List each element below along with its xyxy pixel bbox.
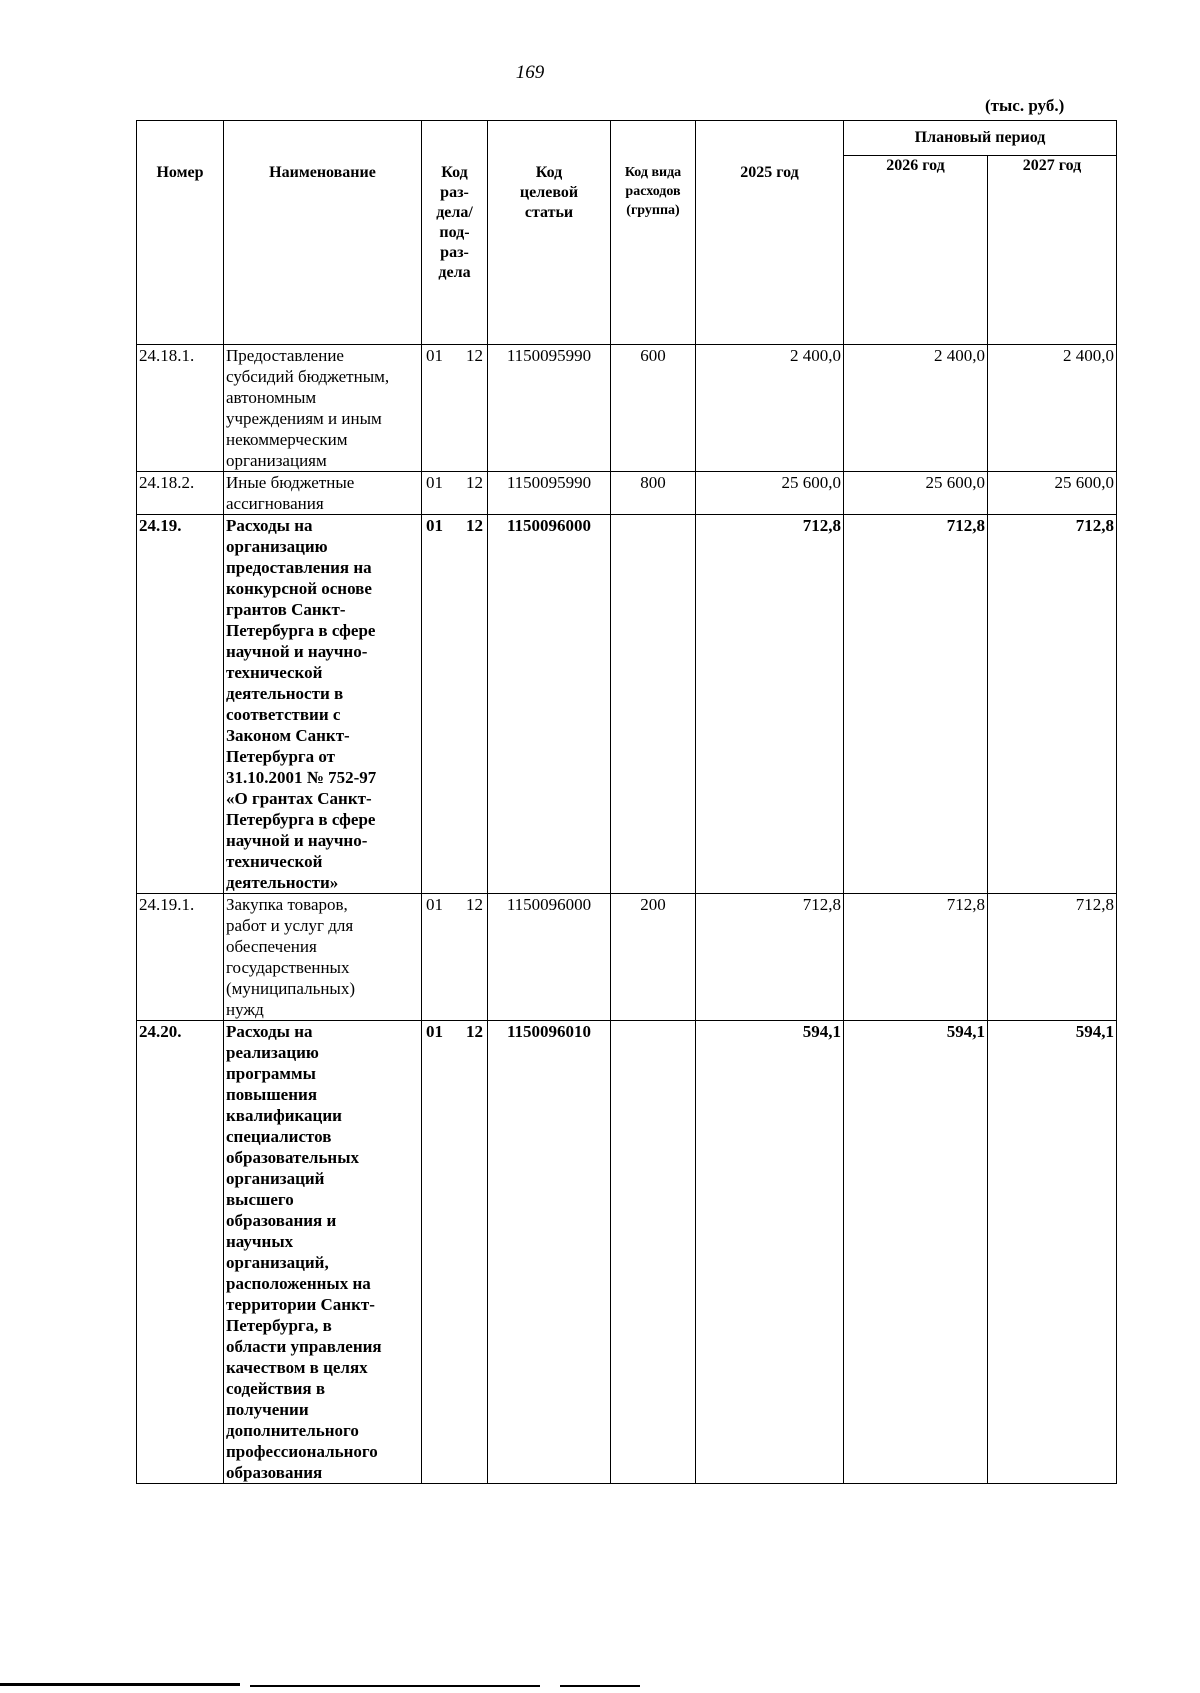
row-target-code: 1150095990 — [488, 345, 611, 472]
row-number: 24.19.1. — [137, 894, 224, 1021]
row-name-line: Иные бюджетные — [226, 473, 355, 492]
row-name-line: государственных — [226, 958, 350, 977]
table-body — [137, 345, 1117, 1484]
row-name-line: (муниципальных) — [226, 979, 356, 998]
header-name: Наименование — [224, 121, 422, 345]
row-name-line: образования и — [226, 1211, 337, 1230]
row-target-code: 1150096000 — [488, 894, 611, 1021]
row-name-line: научной и научно- — [226, 831, 368, 850]
row-name-line: соответствии с — [226, 705, 341, 724]
row-name-line: конкурсной основе — [226, 579, 372, 598]
row-name-line: Расходы на — [226, 1022, 313, 1041]
row-name — [224, 515, 422, 894]
header-razdel-line: дела — [438, 264, 471, 281]
row-name-line: квалификации — [226, 1106, 342, 1125]
row-name-line: образования — [226, 1463, 323, 1482]
row-name-line: Петербурга в сфере — [226, 621, 376, 640]
row-amount-2025: 2 400,0 — [696, 345, 844, 472]
row-name-line: программы — [226, 1064, 316, 1083]
row-name-line: качеством в целях — [226, 1358, 368, 1377]
row-amount-2026: 594,1 — [844, 1021, 988, 1484]
row-amount-2026: 2 400,0 — [844, 345, 988, 472]
row-name-line: реализацию — [226, 1043, 319, 1062]
budget-table — [136, 120, 1117, 1484]
header-planned-period: Плановый период — [844, 121, 1117, 156]
row-subsection-code: 12 — [466, 895, 483, 914]
row-name-line: нужд — [226, 1000, 264, 1019]
header-razdel-line: раз- — [440, 184, 469, 201]
units-label: (тыс. руб.) — [985, 96, 1065, 115]
row-name-line: Расходы на — [226, 516, 313, 535]
header-target-line: статьи — [524, 204, 574, 221]
row-name-line: специалистов — [226, 1127, 332, 1146]
header-kind-line: Код вида — [624, 165, 682, 180]
row-amount-2025: 712,8 — [696, 515, 844, 894]
row-subsection-code: 12 — [466, 346, 483, 365]
row-razdel — [422, 472, 488, 515]
row-number: 24.18.2. — [137, 472, 224, 515]
table-row — [137, 472, 1117, 515]
row-name-line: дополнительного — [226, 1421, 359, 1440]
row-name-line: научной и научно- — [226, 642, 368, 661]
row-amount-2027: 2 400,0 — [988, 345, 1117, 472]
row-section-code: 01 — [426, 1022, 443, 1041]
row-name-line: автономным — [226, 388, 317, 407]
row-name-line: организациям — [226, 451, 327, 470]
row-name-line: получении — [226, 1400, 309, 1419]
row-name-line: ассигнования — [226, 494, 324, 513]
row-section-code: 01 — [426, 473, 443, 492]
row-amount-2026: 712,8 — [844, 515, 988, 894]
row-target-code: 1150095990 — [488, 472, 611, 515]
header-target — [488, 121, 611, 345]
page-number: 169 — [515, 62, 545, 83]
header-razdel-line: раз- — [440, 244, 469, 261]
row-amount-2027: 712,8 — [988, 894, 1117, 1021]
header-2026: 2026 год — [844, 156, 988, 345]
row-kind-code: 200 — [611, 894, 696, 1021]
header-target-line: Код — [535, 164, 563, 181]
row-name — [224, 894, 422, 1021]
header-number: Номер — [137, 121, 224, 345]
row-amount-2025: 594,1 — [696, 1021, 844, 1484]
scan-edge-line — [250, 1685, 540, 1687]
row-name-line: организацию — [226, 537, 328, 556]
row-subsection-code: 12 — [466, 516, 483, 535]
row-name-line: технической — [226, 852, 323, 871]
table-header — [137, 121, 1117, 345]
row-razdel — [422, 345, 488, 472]
row-name-line: Законом Санкт- — [226, 726, 350, 745]
row-razdel — [422, 515, 488, 894]
row-name-line: обеспечения — [226, 937, 317, 956]
row-target-code: 1150096010 — [488, 1021, 611, 1484]
row-name-line: расположенных на — [226, 1274, 371, 1293]
header-kind-line: расходов — [625, 184, 681, 199]
row-name-line: повышения — [226, 1085, 318, 1104]
row-name-line: предоставления на — [226, 558, 372, 577]
header-target-line: целевой — [519, 184, 579, 201]
row-name-line: Петербурга в сфере — [226, 810, 376, 829]
table-row — [137, 345, 1117, 472]
row-subsection-code: 12 — [466, 1022, 483, 1041]
header-kind — [611, 121, 696, 345]
row-name-line: 31.10.2001 № 752-97 — [226, 768, 377, 787]
row-number: 24.18.1. — [137, 345, 224, 472]
table-row — [137, 1021, 1117, 1484]
row-section-code: 01 — [426, 895, 443, 914]
row-number: 24.19. — [137, 515, 224, 894]
row-amount-2027: 25 600,0 — [988, 472, 1117, 515]
row-name-line: высшего — [226, 1190, 294, 1209]
row-subsection-code: 12 — [466, 473, 483, 492]
row-name-line: работ и услуг для — [226, 916, 354, 935]
row-section-code: 01 — [426, 516, 443, 535]
row-razdel — [422, 1021, 488, 1484]
header-kind-line: (группа) — [626, 203, 680, 218]
row-name-line: некоммерческим — [226, 430, 348, 449]
row-amount-2026: 712,8 — [844, 894, 988, 1021]
header-razdel-line: под- — [439, 224, 470, 241]
row-name-line: организаций — [226, 1169, 325, 1188]
row-kind-code — [611, 515, 696, 894]
row-kind-code: 800 — [611, 472, 696, 515]
row-name-line: деятельности» — [226, 873, 339, 892]
row-name-line: содействия в — [226, 1379, 325, 1398]
row-name-line: технической — [226, 663, 323, 682]
row-name-line: Предоставление — [226, 346, 344, 365]
header-razdel-line: Код — [441, 164, 468, 181]
row-name-line: профессионального — [226, 1442, 378, 1461]
row-name-line: области управления — [226, 1337, 382, 1356]
row-name-line: организаций, — [226, 1253, 329, 1272]
row-amount-2026: 25 600,0 — [844, 472, 988, 515]
row-kind-code: 600 — [611, 345, 696, 472]
scan-edge-line — [560, 1685, 640, 1687]
row-name-line: образовательных — [226, 1148, 359, 1167]
table-row — [137, 515, 1117, 894]
row-amount-2027: 712,8 — [988, 515, 1117, 894]
row-name — [224, 1021, 422, 1484]
header-2025: 2025 год — [696, 121, 844, 345]
row-name-line: грантов Санкт- — [226, 600, 346, 619]
header-razdel-line: дела/ — [436, 204, 473, 221]
row-name-line: территории Санкт- — [226, 1295, 375, 1314]
row-name-line: Закупка товаров, — [226, 895, 348, 914]
row-amount-2027: 594,1 — [988, 1021, 1117, 1484]
header-razdel — [422, 121, 488, 345]
row-kind-code — [611, 1021, 696, 1484]
row-amount-2025: 712,8 — [696, 894, 844, 1021]
row-amount-2025: 25 600,0 — [696, 472, 844, 515]
row-name-line: учреждениям и иным — [226, 409, 382, 428]
row-target-code: 1150096000 — [488, 515, 611, 894]
row-number: 24.20. — [137, 1021, 224, 1484]
scan-edge-line — [0, 1683, 240, 1686]
row-name — [224, 472, 422, 515]
header-2027: 2027 год — [988, 156, 1117, 345]
row-name — [224, 345, 422, 472]
row-name-line: деятельности в — [226, 684, 344, 703]
row-name-line: «О грантах Санкт- — [226, 789, 372, 808]
row-name-line: субсидий бюджетным, — [226, 367, 390, 386]
row-section-code: 01 — [426, 346, 443, 365]
row-razdel — [422, 894, 488, 1021]
table-row — [137, 894, 1117, 1021]
row-name-line: Петербурга от — [226, 747, 336, 766]
row-name-line: Петербурга, в — [226, 1316, 332, 1335]
row-name-line: научных — [226, 1232, 294, 1251]
